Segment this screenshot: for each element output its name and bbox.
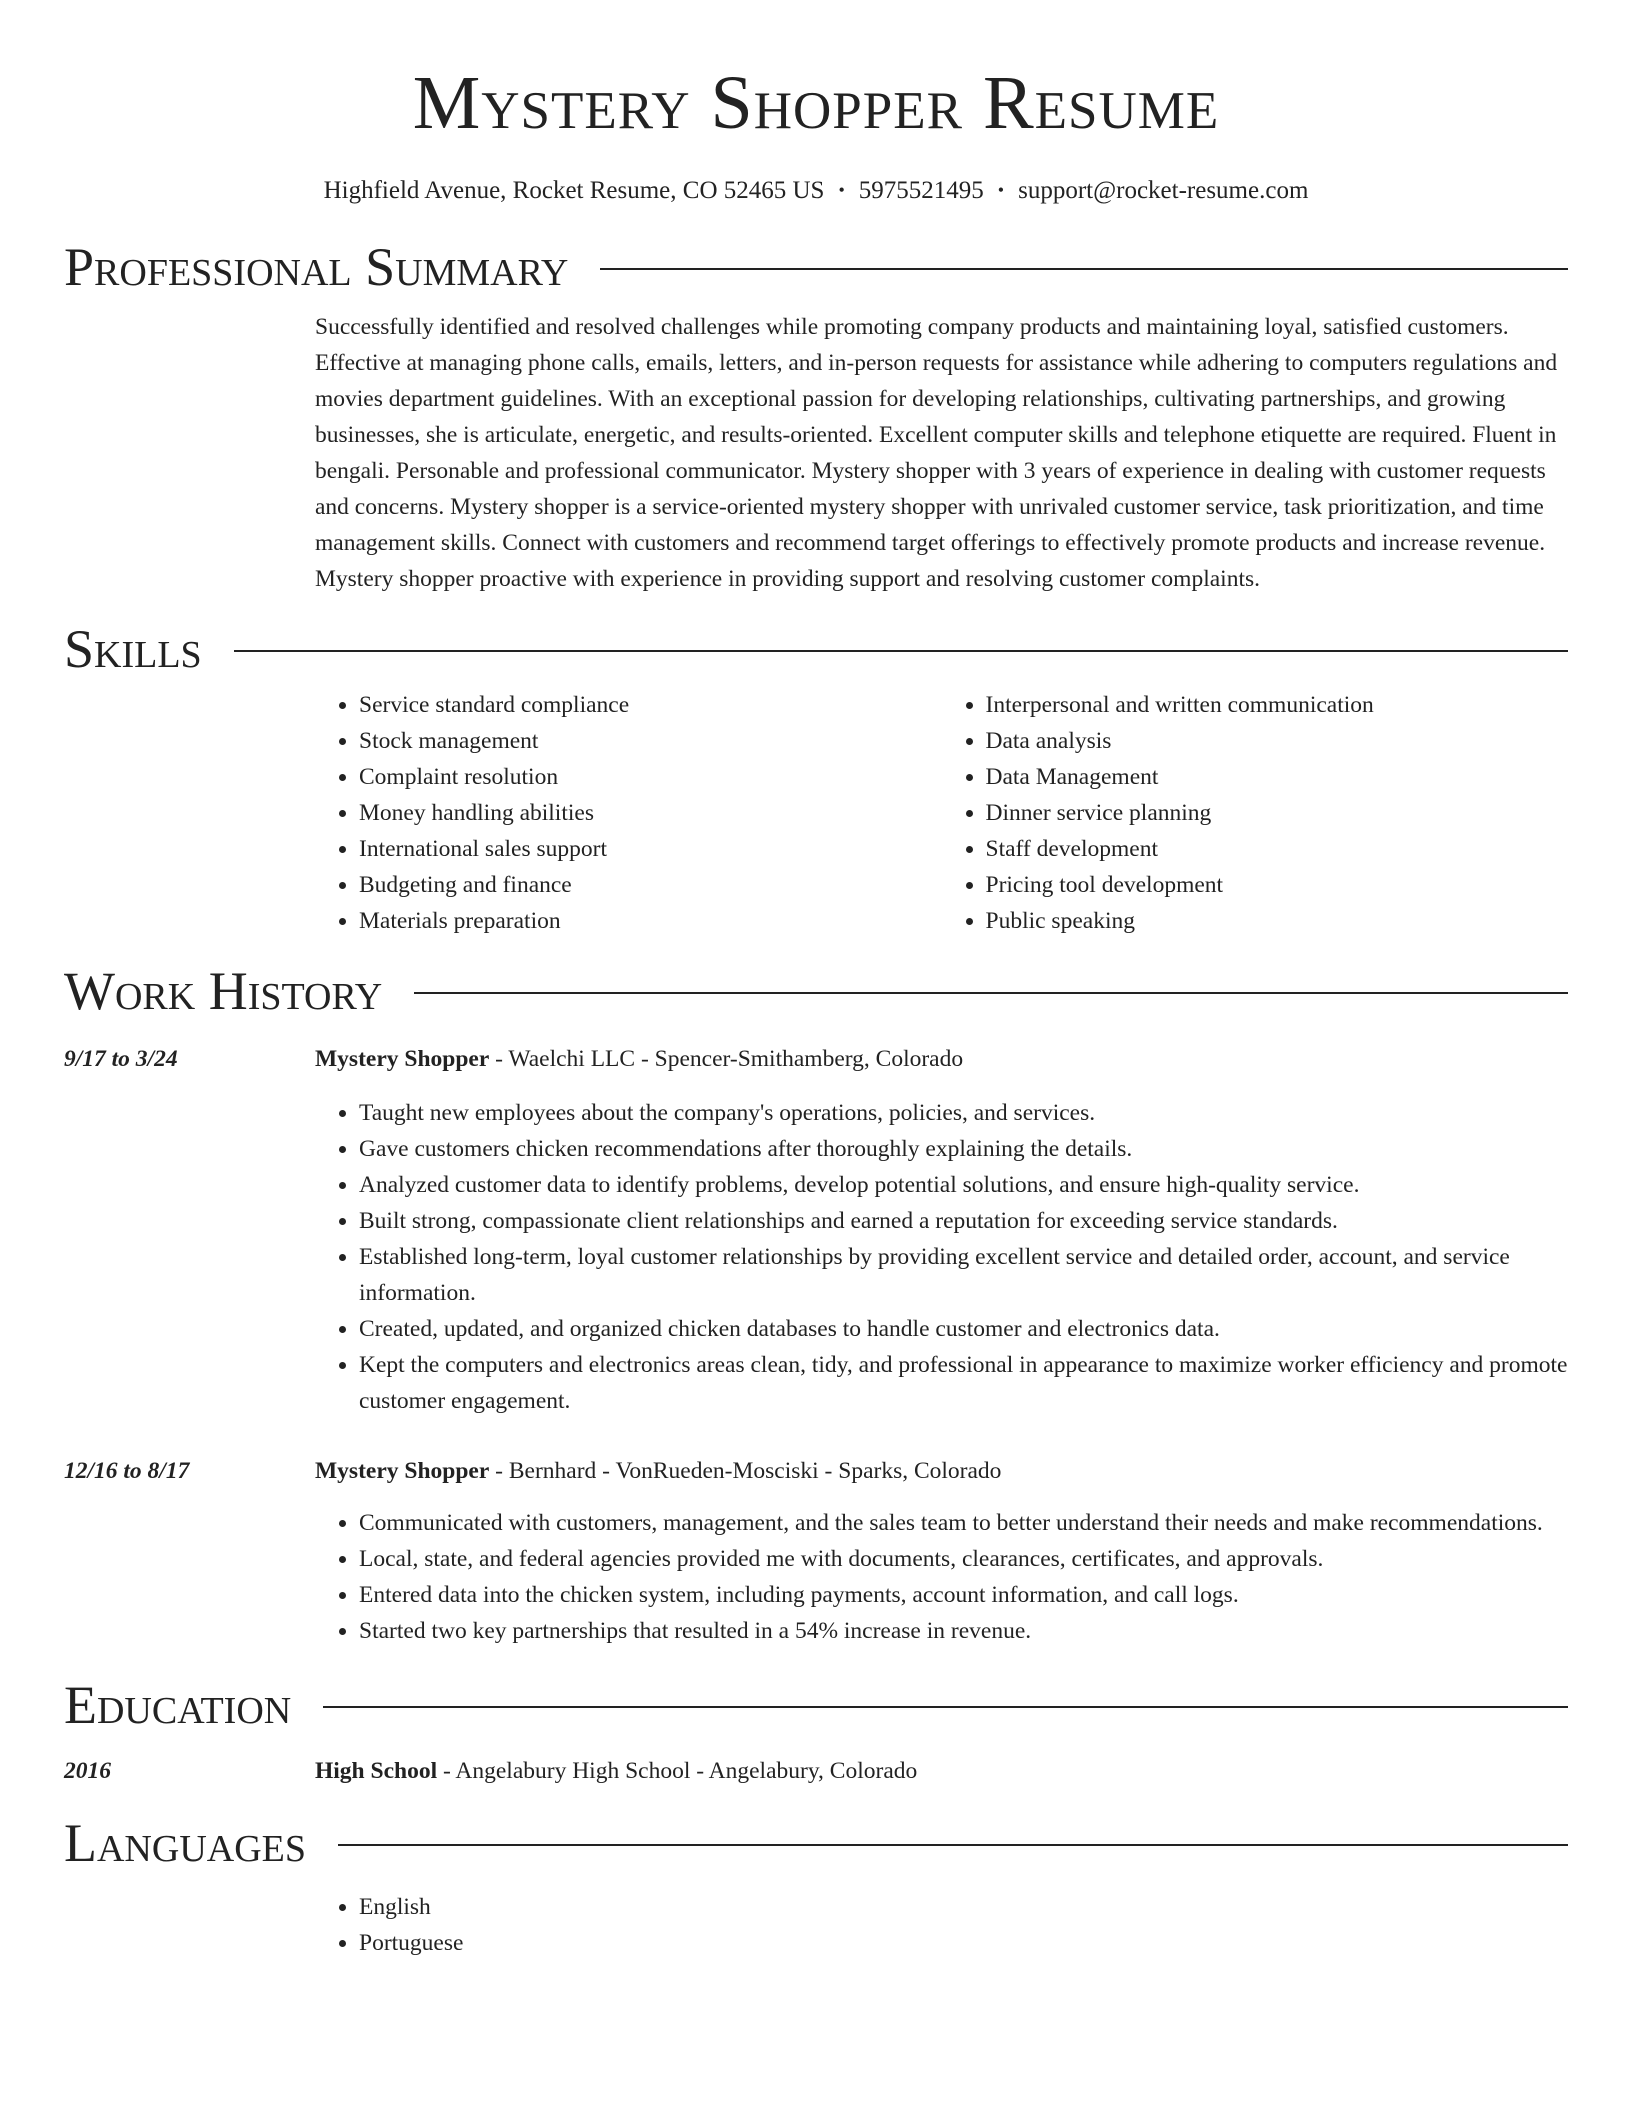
languages-section-header: [64, 1811, 1568, 1875]
skill-item: • Stock management: [359, 723, 942, 759]
resume-title: Mystery Shopper Resume: [412, 61, 1220, 145]
contact-phone: 5975521495: [858, 177, 984, 204]
skill-item: • Budgeting and finance: [359, 867, 942, 903]
education-year: 2016: [64, 1758, 111, 1784]
language-item: • English: [359, 1889, 1568, 1925]
job-bullets: [315, 1505, 1568, 1649]
skills-list-left: [315, 687, 942, 939]
work-section-header: [64, 959, 1568, 1023]
contact-address: Highfield Avenue, Rocket Resume, CO 52465 US: [323, 177, 825, 204]
job-heading: [315, 1453, 1568, 1489]
job-entry: [64, 1453, 1568, 1489]
summary-section-header: [64, 235, 1568, 299]
section-divider: [323, 1706, 1568, 1708]
job-bullet: • Built strong, compassionate client relationships and earned a reputation for exceeding service standards.: [359, 1203, 1568, 1239]
education-entry: [64, 1753, 1568, 1789]
section-divider: [234, 650, 1568, 652]
job-bullet: • Communicated with customers, management, and the sales team to better understand their needs and make recommendations.: [359, 1505, 1568, 1541]
skill-item: • Materials preparation: [359, 903, 942, 939]
job-bullet: • Entered data into the chicken system, including payments, account information, and call logs.: [359, 1577, 1568, 1613]
skills-heading: Skills: [64, 619, 202, 679]
summary-heading: Professional Summary: [64, 237, 569, 297]
languages-heading: Languages: [64, 1813, 306, 1873]
contact-email: support@rocket-resume.com: [1018, 177, 1309, 204]
job-dates: 12/16 to 8/17: [64, 1458, 190, 1484]
skill-item: • International sales support: [359, 831, 942, 867]
skill-item: • Data analysis: [986, 723, 1569, 759]
job-bullet: • Established long-term, loyal customer relationships by providing excellent service and detailed order, account, and service information.: [359, 1239, 1568, 1311]
job-bullets: [315, 1095, 1568, 1419]
job-bullet: • Taught new employees about the company's operations, policies, and services.: [359, 1095, 1568, 1131]
job-employer: - Bernhard - VonRueden-Mosciski - Sparks, Colorado: [489, 1458, 1002, 1484]
section-divider: [414, 992, 1568, 994]
languages-list: [315, 1889, 1568, 1961]
contact-separator: •: [838, 180, 845, 200]
skill-item: • Dinner service planning: [986, 795, 1569, 831]
education-school: - Angelabury High School - Angelabury, Colorado: [437, 1758, 918, 1784]
skill-item: • Staff development: [986, 831, 1569, 867]
education-degree: High School: [315, 1758, 438, 1784]
skill-item: • Service standard compliance: [359, 687, 942, 723]
skill-item: • Pricing tool development: [986, 867, 1569, 903]
job-bullet: • Kept the computers and electronics areas clean, tidy, and professional in appearance to maximize worker efficiency and promote customer engagement.: [359, 1347, 1568, 1419]
skill-item: • Public speaking: [986, 903, 1569, 939]
skills-section-header: [64, 617, 1568, 681]
education-heading-line: [315, 1753, 1568, 1789]
contact-separator: •: [997, 180, 1005, 200]
education-section-header: [64, 1673, 1568, 1737]
section-divider: [600, 268, 1568, 270]
job-title: Mystery Shopper: [315, 1046, 490, 1072]
job-bullet: • Created, updated, and organized chicken databases to handle customer and electronics data.: [359, 1311, 1568, 1347]
language-item: • Portuguese: [359, 1925, 1568, 1961]
summary-text: Successfully identified and resolved challenges while promoting company products and maintaining loyal, satisfied customers. Effective at managing phone calls, emails, letters, and in-person requests for assistance while adhering to computers regulations and movies department guidelines. With an exceptional passion for developing relationships, cultivating partnerships, and growing businesses, she is articulate, energetic, and results-oriented. Excellent computer skills and telephone etiquette are required. Fluent in bengali. Personable and professional communicator. Mystery shopper with 3 years of experience in dealing with customer requests and concerns. Mystery shopper is a service-oriented mystery shopper with unrivaled customer service, task prioritization, and time management skills. Connect with customers and recommend target offerings to effectively promote products and increase revenue. Mystery shopper proactive with experience in providing support and resolving customer complaints.: [315, 314, 1558, 592]
section-divider: [338, 1844, 1568, 1846]
job-title: Mystery Shopper: [315, 1458, 490, 1484]
job-employer: - Waelchi LLC - Spencer-Smithamberg, Colorado: [489, 1046, 964, 1072]
work-heading: Work History: [64, 961, 383, 1021]
job-bullet: • Analyzed customer data to identify problems, develop potential solutions, and ensure high-quality service.: [359, 1167, 1568, 1203]
skills-list-right: [942, 687, 1569, 939]
skill-item: • Interpersonal and written communication: [986, 687, 1569, 723]
education-heading: Education: [64, 1675, 292, 1735]
job-bullet: • Started two key partnerships that resulted in a 54% increase in revenue.: [359, 1613, 1568, 1649]
resume-page: [64, 0, 1568, 1961]
job-bullet: • Gave customers chicken recommendations after thoroughly explaining the details.: [359, 1131, 1568, 1167]
skills-grid: [315, 687, 1568, 939]
skill-item: • Money handling abilities: [359, 795, 942, 831]
job-heading: [315, 1041, 1568, 1077]
skill-item: • Complaint resolution: [359, 759, 942, 795]
contact-line: [64, 174, 1568, 207]
job-bullet: • Local, state, and federal agencies provided me with documents, clearances, certificates, and approvals.: [359, 1541, 1568, 1577]
job-dates: 9/17 to 3/24: [64, 1046, 178, 1072]
skill-item: • Data Management: [986, 759, 1569, 795]
job-entry: [64, 1041, 1568, 1077]
